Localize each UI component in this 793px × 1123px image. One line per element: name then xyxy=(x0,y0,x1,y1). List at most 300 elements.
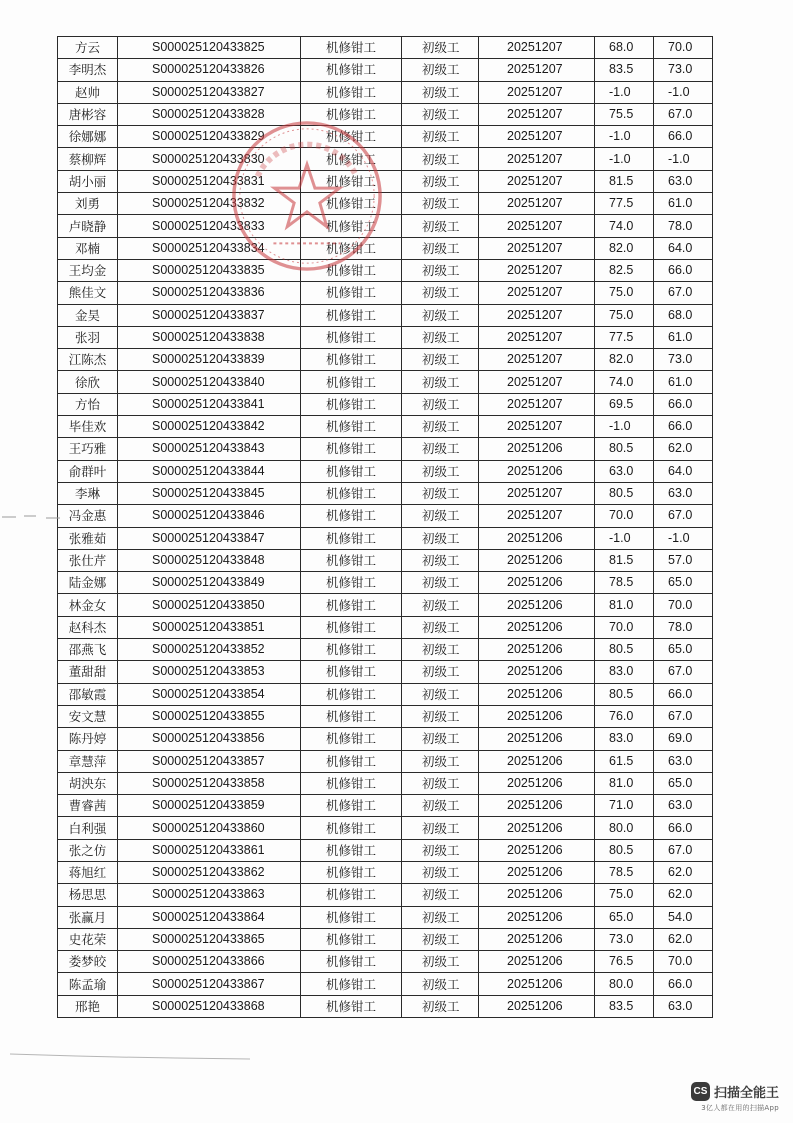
candidate-name-cell: 史花荣 xyxy=(58,928,118,950)
certificate-id-cell: S000025120433867 xyxy=(118,973,301,995)
level-cell: 初级工 xyxy=(402,282,479,304)
practical-score-cell: 67.0 xyxy=(654,705,713,727)
practical-score-cell: 62.0 xyxy=(654,438,713,460)
trade-cell: 机修钳工 xyxy=(301,884,402,906)
candidate-name-cell: 安文慧 xyxy=(58,705,118,727)
certificate-id-cell: S000025120433862 xyxy=(118,861,301,883)
table-row xyxy=(58,349,713,371)
exam-date-cell: 20251206 xyxy=(479,705,595,727)
table-row xyxy=(58,416,713,438)
candidate-name-cell: 刘勇 xyxy=(58,193,118,215)
certificate-id-cell: S000025120433826 xyxy=(118,59,301,81)
table-row xyxy=(58,728,713,750)
trade-cell: 机修钳工 xyxy=(301,572,402,594)
exam-date-cell: 20251207 xyxy=(479,193,595,215)
trade-cell: 机修钳工 xyxy=(301,126,402,148)
candidate-name-cell: 林金女 xyxy=(58,594,118,616)
level-cell: 初级工 xyxy=(402,728,479,750)
theory-score-cell: 73.0 xyxy=(595,928,654,950)
certificate-id-cell: S000025120433825 xyxy=(118,37,301,59)
theory-score-cell: 70.0 xyxy=(595,505,654,527)
table-row xyxy=(58,282,713,304)
trade-cell: 机修钳工 xyxy=(301,259,402,281)
candidate-name-cell: 蒋旭红 xyxy=(58,861,118,883)
practical-score-cell: 70.0 xyxy=(654,594,713,616)
level-cell: 初级工 xyxy=(402,861,479,883)
practical-score-cell: 67.0 xyxy=(654,661,713,683)
candidate-name-cell: 方怡 xyxy=(58,393,118,415)
practical-score-cell: 67.0 xyxy=(654,505,713,527)
theory-score-cell: 80.0 xyxy=(595,817,654,839)
theory-score-cell: 75.0 xyxy=(595,304,654,326)
theory-score-cell: 77.5 xyxy=(595,326,654,348)
theory-score-cell: 81.0 xyxy=(595,772,654,794)
exam-date-cell: 20251207 xyxy=(479,103,595,125)
exam-date-cell: 20251206 xyxy=(479,661,595,683)
exam-date-cell: 20251206 xyxy=(479,438,595,460)
certificate-id-cell: S000025120433858 xyxy=(118,772,301,794)
theory-score-cell: 69.5 xyxy=(595,393,654,415)
level-cell: 初级工 xyxy=(402,505,479,527)
level-cell: 初级工 xyxy=(402,371,479,393)
theory-score-cell: 76.0 xyxy=(595,705,654,727)
practical-score-cell: 62.0 xyxy=(654,884,713,906)
theory-score-cell: 81.5 xyxy=(595,170,654,192)
level-cell: 初级工 xyxy=(402,572,479,594)
exam-date-cell: 20251206 xyxy=(479,728,595,750)
exam-date-cell: 20251207 xyxy=(479,126,595,148)
candidate-name-cell: 白利强 xyxy=(58,817,118,839)
level-cell: 初级工 xyxy=(402,193,479,215)
theory-score-cell: 78.5 xyxy=(595,861,654,883)
candidate-name-cell: 俞群叶 xyxy=(58,460,118,482)
theory-score-cell: 65.0 xyxy=(595,906,654,928)
theory-score-cell: 80.5 xyxy=(595,438,654,460)
trade-cell: 机修钳工 xyxy=(301,839,402,861)
table-row xyxy=(58,750,713,772)
practical-score-cell: 61.0 xyxy=(654,371,713,393)
level-cell: 初级工 xyxy=(402,237,479,259)
practical-score-cell: 63.0 xyxy=(654,995,713,1017)
practical-score-cell: 63.0 xyxy=(654,482,713,504)
theory-score-cell: 83.5 xyxy=(595,59,654,81)
candidate-name-cell: 赵科杰 xyxy=(58,616,118,638)
certificate-id-cell: S000025120433845 xyxy=(118,482,301,504)
level-cell: 初级工 xyxy=(402,661,479,683)
theory-score-cell: 71.0 xyxy=(595,795,654,817)
candidate-name-cell: 邵燕飞 xyxy=(58,639,118,661)
trade-cell: 机修钳工 xyxy=(301,282,402,304)
level-cell: 初级工 xyxy=(402,839,479,861)
exam-date-cell: 20251207 xyxy=(479,371,595,393)
table-row xyxy=(58,995,713,1017)
practical-score-cell: 66.0 xyxy=(654,973,713,995)
certificate-id-cell: S000025120433847 xyxy=(118,527,301,549)
candidate-name-cell: 江陈杰 xyxy=(58,349,118,371)
practical-score-cell: 63.0 xyxy=(654,750,713,772)
table-row xyxy=(58,772,713,794)
scan-edge-line xyxy=(10,1052,250,1062)
level-cell: 初级工 xyxy=(402,928,479,950)
level-cell: 初级工 xyxy=(402,817,479,839)
trade-cell: 机修钳工 xyxy=(301,326,402,348)
trade-cell: 机修钳工 xyxy=(301,393,402,415)
certificate-id-cell: S000025120433849 xyxy=(118,572,301,594)
theory-score-cell: 74.0 xyxy=(595,215,654,237)
trade-cell: 机修钳工 xyxy=(301,505,402,527)
watermark-tagline: 3亿人都在用的扫描App xyxy=(701,1104,779,1112)
theory-score-cell: 75.0 xyxy=(595,884,654,906)
theory-score-cell: 80.5 xyxy=(595,839,654,861)
candidate-name-cell: 邓楠 xyxy=(58,237,118,259)
table-row xyxy=(58,683,713,705)
certificate-id-cell: S000025120433852 xyxy=(118,639,301,661)
theory-score-cell: 70.0 xyxy=(595,616,654,638)
exam-date-cell: 20251206 xyxy=(479,839,595,861)
level-cell: 初级工 xyxy=(402,126,479,148)
theory-score-cell: 82.5 xyxy=(595,259,654,281)
practical-score-cell: 70.0 xyxy=(654,951,713,973)
certificate-id-cell: S000025120433831 xyxy=(118,170,301,192)
table-row xyxy=(58,795,713,817)
exam-date-cell: 20251206 xyxy=(479,527,595,549)
candidate-name-cell: 胡小丽 xyxy=(58,170,118,192)
table-row xyxy=(58,170,713,192)
certificate-id-cell: S000025120433841 xyxy=(118,393,301,415)
theory-score-cell: 83.0 xyxy=(595,661,654,683)
theory-score-cell: 75.0 xyxy=(595,282,654,304)
certificate-id-cell: S000025120433864 xyxy=(118,906,301,928)
practical-score-cell: 78.0 xyxy=(654,215,713,237)
candidate-name-cell: 唐彬容 xyxy=(58,103,118,125)
practical-score-cell: 65.0 xyxy=(654,772,713,794)
level-cell: 初级工 xyxy=(402,215,479,237)
exam-date-cell: 20251207 xyxy=(479,59,595,81)
certificate-id-cell: S000025120433859 xyxy=(118,795,301,817)
practical-score-cell: 66.0 xyxy=(654,416,713,438)
exam-date-cell: 20251206 xyxy=(479,928,595,950)
app-watermark xyxy=(669,1082,779,1113)
exam-date-cell: 20251206 xyxy=(479,549,595,571)
certificate-id-cell: S000025120433848 xyxy=(118,549,301,571)
practical-score-cell: 67.0 xyxy=(654,839,713,861)
level-cell: 初级工 xyxy=(402,438,479,460)
scan-noise-mark xyxy=(2,513,62,521)
trade-cell: 机修钳工 xyxy=(301,928,402,950)
practical-score-cell: 64.0 xyxy=(654,460,713,482)
trade-cell: 机修钳工 xyxy=(301,906,402,928)
certificate-id-cell: S000025120433832 xyxy=(118,193,301,215)
certificate-id-cell: S000025120433854 xyxy=(118,683,301,705)
table-row xyxy=(58,661,713,683)
level-cell: 初级工 xyxy=(402,795,479,817)
level-cell: 初级工 xyxy=(402,81,479,103)
certificate-id-cell: S000025120433855 xyxy=(118,705,301,727)
exam-date-cell: 20251207 xyxy=(479,170,595,192)
exam-date-cell: 20251207 xyxy=(479,37,595,59)
theory-score-cell: 81.5 xyxy=(595,549,654,571)
candidate-name-cell: 冯金惠 xyxy=(58,505,118,527)
exam-date-cell: 20251206 xyxy=(479,906,595,928)
trade-cell: 机修钳工 xyxy=(301,193,402,215)
theory-score-cell: 83.0 xyxy=(595,728,654,750)
theory-score-cell: 76.5 xyxy=(595,951,654,973)
practical-score-cell: 61.0 xyxy=(654,326,713,348)
candidate-name-cell: 娄梦皎 xyxy=(58,951,118,973)
certificate-id-cell: S000025120433834 xyxy=(118,237,301,259)
practical-score-cell: 69.0 xyxy=(654,728,713,750)
trade-cell: 机修钳工 xyxy=(301,349,402,371)
certificate-id-cell: S000025120433828 xyxy=(118,103,301,125)
table-row xyxy=(58,861,713,883)
table-row xyxy=(58,817,713,839)
level-cell: 初级工 xyxy=(402,683,479,705)
candidate-name-cell: 陈孟瑜 xyxy=(58,973,118,995)
level-cell: 初级工 xyxy=(402,973,479,995)
candidate-name-cell: 杨思思 xyxy=(58,884,118,906)
watermark-app-name: 扫描全能王 xyxy=(713,1086,779,1101)
level-cell: 初级工 xyxy=(402,772,479,794)
exam-date-cell: 20251206 xyxy=(479,817,595,839)
candidate-name-cell: 李琳 xyxy=(58,482,118,504)
trade-cell: 机修钳工 xyxy=(301,103,402,125)
candidate-name-cell: 卢晓静 xyxy=(58,215,118,237)
practical-score-cell: 73.0 xyxy=(654,349,713,371)
table-row xyxy=(58,951,713,973)
level-cell: 初级工 xyxy=(402,906,479,928)
table-row xyxy=(58,906,713,928)
level-cell: 初级工 xyxy=(402,259,479,281)
candidate-name-cell: 熊佳文 xyxy=(58,282,118,304)
candidate-name-cell: 曹睿茜 xyxy=(58,795,118,817)
candidate-name-cell: 邵敏霞 xyxy=(58,683,118,705)
theory-score-cell: 82.0 xyxy=(595,237,654,259)
theory-score-cell: -1.0 xyxy=(595,527,654,549)
level-cell: 初级工 xyxy=(402,594,479,616)
trade-cell: 机修钳工 xyxy=(301,37,402,59)
table-row xyxy=(58,973,713,995)
certificate-id-cell: S000025120433833 xyxy=(118,215,301,237)
practical-score-cell: 63.0 xyxy=(654,795,713,817)
trade-cell: 机修钳工 xyxy=(301,683,402,705)
theory-score-cell: 68.0 xyxy=(595,37,654,59)
exam-date-cell: 20251207 xyxy=(479,148,595,170)
exam-date-cell: 20251206 xyxy=(479,995,595,1017)
theory-score-cell: 61.5 xyxy=(595,750,654,772)
table-row xyxy=(58,103,713,125)
theory-score-cell: -1.0 xyxy=(595,416,654,438)
exam-date-cell: 20251207 xyxy=(479,393,595,415)
candidate-name-cell: 陆金娜 xyxy=(58,572,118,594)
exam-date-cell: 20251206 xyxy=(479,951,595,973)
practical-score-cell: -1.0 xyxy=(654,81,713,103)
table-row xyxy=(58,215,713,237)
candidate-name-cell: 蔡柳辉 xyxy=(58,148,118,170)
theory-score-cell: 82.0 xyxy=(595,349,654,371)
exam-date-cell: 20251207 xyxy=(479,282,595,304)
candidate-name-cell: 徐欣 xyxy=(58,371,118,393)
certificate-id-cell: S000025120433840 xyxy=(118,371,301,393)
table-row xyxy=(58,460,713,482)
exam-date-cell: 20251207 xyxy=(479,81,595,103)
level-cell: 初级工 xyxy=(402,59,479,81)
table-row xyxy=(58,304,713,326)
theory-score-cell: 80.5 xyxy=(595,683,654,705)
level-cell: 初级工 xyxy=(402,170,479,192)
level-cell: 初级工 xyxy=(402,349,479,371)
theory-score-cell: -1.0 xyxy=(595,81,654,103)
trade-cell: 机修钳工 xyxy=(301,750,402,772)
level-cell: 初级工 xyxy=(402,304,479,326)
trade-cell: 机修钳工 xyxy=(301,215,402,237)
trade-cell: 机修钳工 xyxy=(301,817,402,839)
candidate-name-cell: 张之仿 xyxy=(58,839,118,861)
practical-score-cell: 66.0 xyxy=(654,393,713,415)
practical-score-cell: 78.0 xyxy=(654,616,713,638)
trade-cell: 机修钳工 xyxy=(301,237,402,259)
trade-cell: 机修钳工 xyxy=(301,995,402,1017)
table-row xyxy=(58,259,713,281)
theory-score-cell: 74.0 xyxy=(595,371,654,393)
certificate-id-cell: S000025120433850 xyxy=(118,594,301,616)
candidate-name-cell: 金昊 xyxy=(58,304,118,326)
certificate-id-cell: S000025120433856 xyxy=(118,728,301,750)
table-row xyxy=(58,572,713,594)
level-cell: 初级工 xyxy=(402,750,479,772)
level-cell: 初级工 xyxy=(402,995,479,1017)
exam-date-cell: 20251207 xyxy=(479,215,595,237)
exam-date-cell: 20251206 xyxy=(479,683,595,705)
certificate-id-cell: S000025120433844 xyxy=(118,460,301,482)
level-cell: 初级工 xyxy=(402,639,479,661)
exam-date-cell: 20251207 xyxy=(479,349,595,371)
certificate-id-cell: S000025120433853 xyxy=(118,661,301,683)
exam-date-cell: 20251207 xyxy=(479,259,595,281)
practical-score-cell: 67.0 xyxy=(654,282,713,304)
table-row xyxy=(58,839,713,861)
table-row xyxy=(58,616,713,638)
theory-score-cell: -1.0 xyxy=(595,126,654,148)
results-table-body xyxy=(58,37,713,1018)
candidate-name-cell: 董甜甜 xyxy=(58,661,118,683)
exam-date-cell: 20251207 xyxy=(479,505,595,527)
trade-cell: 机修钳工 xyxy=(301,705,402,727)
trade-cell: 机修钳工 xyxy=(301,973,402,995)
table-row xyxy=(58,59,713,81)
candidate-name-cell: 张仕芹 xyxy=(58,549,118,571)
candidate-name-cell: 张羽 xyxy=(58,326,118,348)
table-row xyxy=(58,438,713,460)
level-cell: 初级工 xyxy=(402,549,479,571)
certificate-id-cell: S000025120433839 xyxy=(118,349,301,371)
practical-score-cell: -1.0 xyxy=(654,148,713,170)
candidate-name-cell: 邢艳 xyxy=(58,995,118,1017)
theory-score-cell: 77.5 xyxy=(595,193,654,215)
table-row xyxy=(58,505,713,527)
practical-score-cell: 66.0 xyxy=(654,817,713,839)
theory-score-cell: 78.5 xyxy=(595,572,654,594)
theory-score-cell: -1.0 xyxy=(595,148,654,170)
exam-date-cell: 20251206 xyxy=(479,594,595,616)
table-row xyxy=(58,237,713,259)
theory-score-cell: 81.0 xyxy=(595,594,654,616)
practical-score-cell: 67.0 xyxy=(654,103,713,125)
practical-score-cell: 65.0 xyxy=(654,639,713,661)
candidate-name-cell: 王均金 xyxy=(58,259,118,281)
trade-cell: 机修钳工 xyxy=(301,661,402,683)
practical-score-cell: 73.0 xyxy=(654,59,713,81)
table-row xyxy=(58,148,713,170)
practical-score-cell: 54.0 xyxy=(654,906,713,928)
trade-cell: 机修钳工 xyxy=(301,304,402,326)
trade-cell: 机修钳工 xyxy=(301,639,402,661)
certificate-id-cell: S000025120433865 xyxy=(118,928,301,950)
level-cell: 初级工 xyxy=(402,37,479,59)
table-row xyxy=(58,81,713,103)
table-row xyxy=(58,527,713,549)
candidate-name-cell: 章慧萍 xyxy=(58,750,118,772)
level-cell: 初级工 xyxy=(402,148,479,170)
level-cell: 初级工 xyxy=(402,527,479,549)
trade-cell: 机修钳工 xyxy=(301,616,402,638)
level-cell: 初级工 xyxy=(402,416,479,438)
exam-date-cell: 20251206 xyxy=(479,884,595,906)
exam-date-cell: 20251206 xyxy=(479,572,595,594)
table-row xyxy=(58,371,713,393)
trade-cell: 机修钳工 xyxy=(301,482,402,504)
certificate-id-cell: S000025120433866 xyxy=(118,951,301,973)
theory-score-cell: 80.0 xyxy=(595,973,654,995)
table-row xyxy=(58,928,713,950)
exam-date-cell: 20251207 xyxy=(479,237,595,259)
practical-score-cell: 63.0 xyxy=(654,170,713,192)
trade-cell: 机修钳工 xyxy=(301,59,402,81)
exam-date-cell: 20251206 xyxy=(479,795,595,817)
level-cell: 初级工 xyxy=(402,482,479,504)
trade-cell: 机修钳工 xyxy=(301,438,402,460)
trade-cell: 机修钳工 xyxy=(301,371,402,393)
candidate-name-cell: 胡泱东 xyxy=(58,772,118,794)
practical-score-cell: 62.0 xyxy=(654,928,713,950)
practical-score-cell: 68.0 xyxy=(654,304,713,326)
practical-score-cell: 66.0 xyxy=(654,126,713,148)
theory-score-cell: 80.5 xyxy=(595,639,654,661)
table-row xyxy=(58,884,713,906)
practical-score-cell: 66.0 xyxy=(654,683,713,705)
table-row xyxy=(58,705,713,727)
certificate-id-cell: S000025120433861 xyxy=(118,839,301,861)
certificate-id-cell: S000025120433843 xyxy=(118,438,301,460)
trade-cell: 机修钳工 xyxy=(301,795,402,817)
theory-score-cell: 83.5 xyxy=(595,995,654,1017)
table-row xyxy=(58,126,713,148)
exam-date-cell: 20251207 xyxy=(479,416,595,438)
exam-date-cell: 20251206 xyxy=(479,616,595,638)
practical-score-cell: 65.0 xyxy=(654,572,713,594)
candidate-name-cell: 王巧雅 xyxy=(58,438,118,460)
table-row xyxy=(58,193,713,215)
candidate-name-cell: 李明杰 xyxy=(58,59,118,81)
candidate-name-cell: 陈丹婷 xyxy=(58,728,118,750)
certificate-id-cell: S000025120433837 xyxy=(118,304,301,326)
candidate-name-cell: 方云 xyxy=(58,37,118,59)
theory-score-cell: 63.0 xyxy=(595,460,654,482)
trade-cell: 机修钳工 xyxy=(301,772,402,794)
table-row xyxy=(58,594,713,616)
exam-date-cell: 20251207 xyxy=(479,482,595,504)
practical-score-cell: -1.0 xyxy=(654,527,713,549)
trade-cell: 机修钳工 xyxy=(301,861,402,883)
